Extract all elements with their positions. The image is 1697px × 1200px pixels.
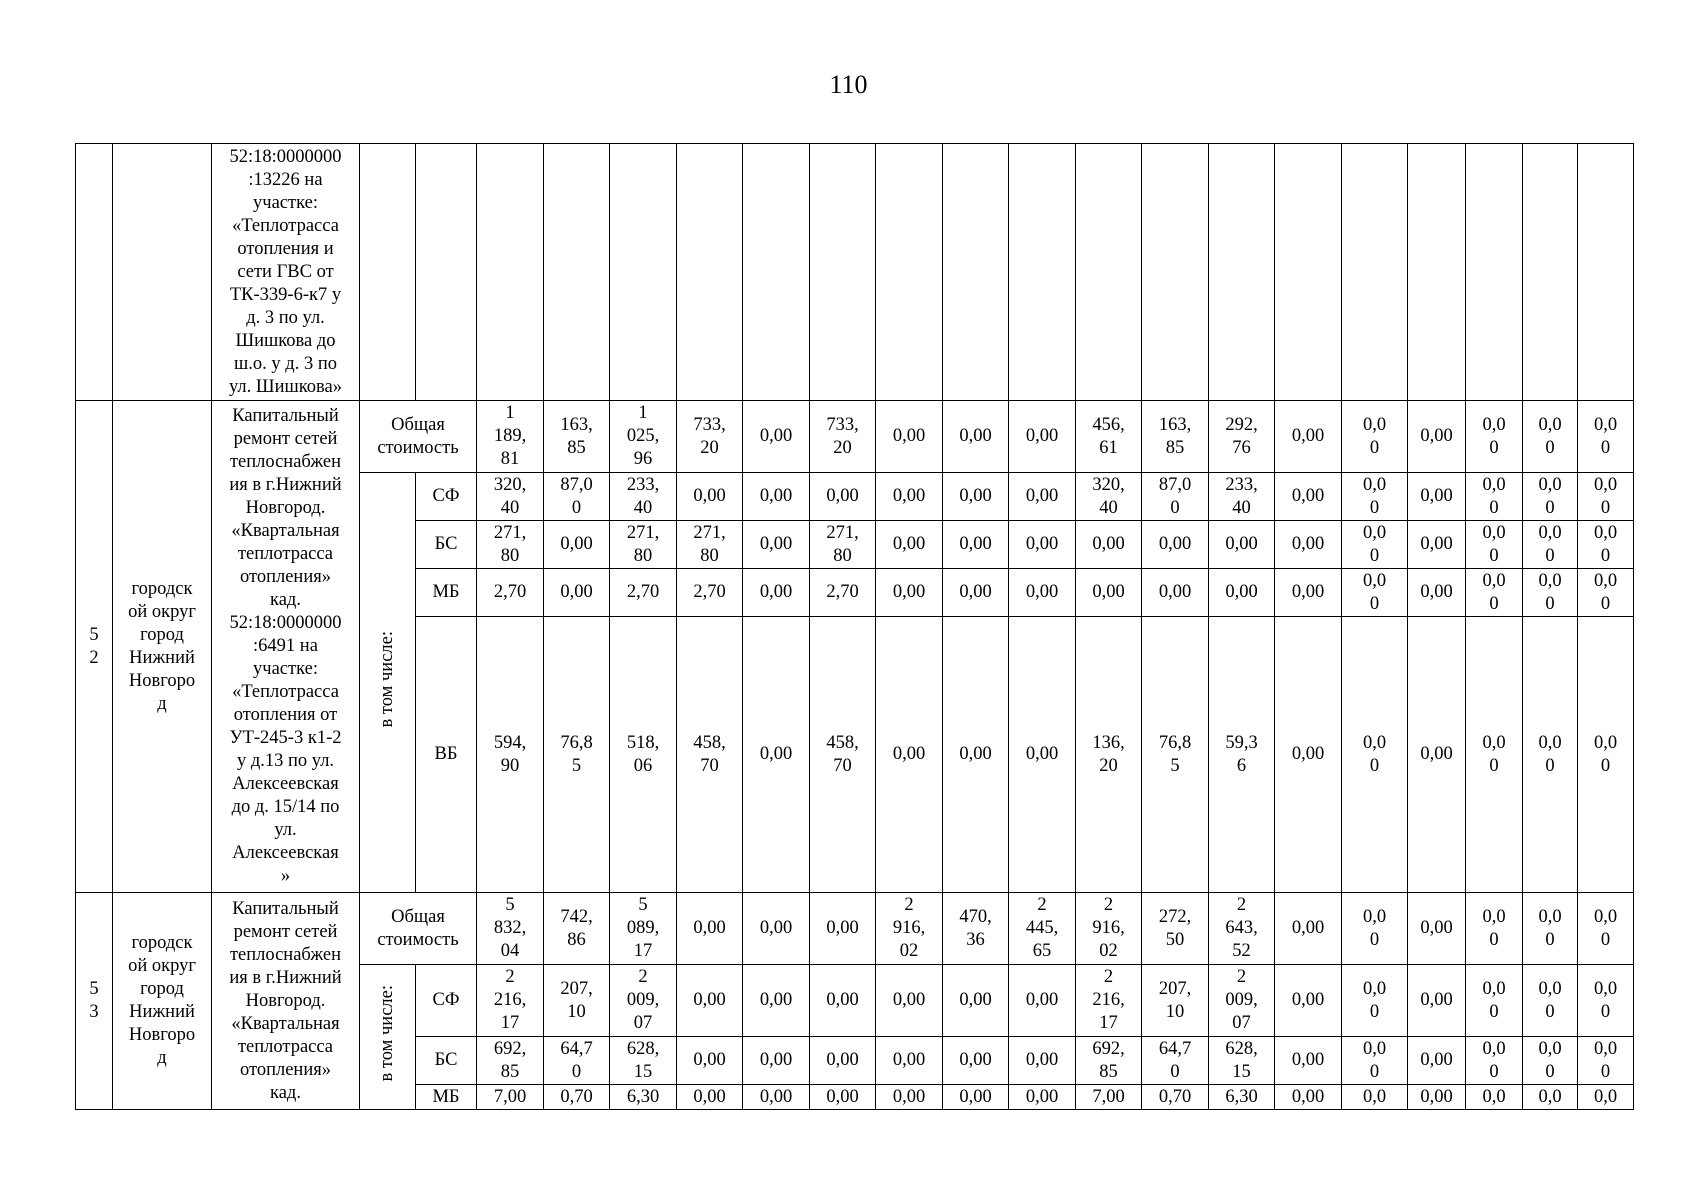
funding-source-label: СФ — [416, 965, 477, 1037]
value-cell: 271, 80 — [677, 521, 743, 569]
value-cell: 64,7 0 — [1142, 1037, 1209, 1085]
cell-empty — [1578, 144, 1634, 401]
value-cell: 2,70 — [677, 569, 743, 617]
value-cell: 0,0 0 — [1342, 617, 1408, 893]
value-cell: 0,00 — [1009, 965, 1076, 1037]
value-cell: 628, 15 — [1209, 1037, 1275, 1085]
value-cell: 0,0 0 — [1466, 521, 1523, 569]
value-cell: 0,00 — [943, 401, 1009, 473]
including-label: в том числе: — [377, 985, 397, 1082]
value-cell: 0,00 — [1076, 521, 1142, 569]
value-cell: 5 832, 04 — [477, 893, 544, 965]
value-cell: 2,70 — [810, 569, 876, 617]
value-cell: 0,0 0 — [1342, 473, 1408, 521]
value-cell: 2 916, 02 — [1076, 893, 1142, 965]
value-cell: 692, 85 — [1076, 1037, 1142, 1085]
cell-empty — [360, 144, 416, 401]
value-cell: 207, 10 — [544, 965, 610, 1037]
cell-empty — [544, 144, 610, 401]
value-cell: 0,00 — [1275, 965, 1342, 1037]
value-cell: 0,00 — [1209, 521, 1275, 569]
funding-source-label: ВБ — [416, 617, 477, 893]
value-cell: 0,00 — [876, 1037, 943, 1085]
cell-empty — [1076, 144, 1142, 401]
including-group-cell — [360, 473, 416, 893]
value-cell: 0,00 — [1209, 569, 1275, 617]
value-cell: 733, 20 — [810, 401, 876, 473]
value-cell: 0,70 — [1142, 1085, 1209, 1110]
value-cell: 0,0 0 — [1523, 617, 1578, 893]
value-cell: 0,00 — [876, 1085, 943, 1110]
value-cell: 0,00 — [743, 473, 810, 521]
value-cell: 0,00 — [1275, 617, 1342, 893]
value-cell: 0,0 0 — [1578, 893, 1634, 965]
value-cell: 320, 40 — [477, 473, 544, 521]
value-cell: 0,0 0 — [1342, 569, 1408, 617]
cell-empty — [1523, 144, 1578, 401]
value-cell: 0,00 — [677, 1037, 743, 1085]
value-cell: 628, 15 — [610, 1037, 677, 1085]
object-description: Капитальный ремонт сетей теплоснабжен ия в г.Нижний Новгород. «Квартальная теплотрасса отопления» кад. — [212, 893, 360, 1110]
value-cell: 0,0 0 — [1523, 1037, 1578, 1085]
value-cell: 6,30 — [1209, 1085, 1275, 1110]
value-cell: 0,00 — [677, 965, 743, 1037]
value-cell: 0,00 — [876, 521, 943, 569]
funding-source-label: БС — [416, 1037, 477, 1085]
value-cell: 0,00 — [943, 473, 1009, 521]
value-cell: 1 189, 81 — [477, 401, 544, 473]
continuation-row — [76, 144, 1634, 401]
value-cell: 64,7 0 — [544, 1037, 610, 1085]
value-cell: 2 216, 17 — [1076, 965, 1142, 1037]
value-cell: 207, 10 — [1142, 965, 1209, 1037]
value-cell: 0,00 — [1275, 473, 1342, 521]
value-cell: 6,30 — [610, 1085, 677, 1110]
value-cell: 0,00 — [810, 965, 876, 1037]
value-cell: 0,00 — [677, 473, 743, 521]
cell-empty — [810, 144, 876, 401]
value-cell: 2 216, 17 — [477, 965, 544, 1037]
cell-empty — [1009, 144, 1076, 401]
value-cell: 0,00 — [1009, 1085, 1076, 1110]
value-cell: 0,0 0 — [1466, 569, 1523, 617]
value-cell: 1 025, 96 — [610, 401, 677, 473]
value-cell: 0,00 — [1408, 893, 1466, 965]
funding-source-label: МБ — [416, 569, 477, 617]
value-cell: 0,00 — [1009, 473, 1076, 521]
value-cell: 272, 50 — [1142, 893, 1209, 965]
value-cell: 0,0 0 — [1466, 1037, 1523, 1085]
cell-empty — [610, 144, 677, 401]
value-cell: 0,00 — [1408, 1037, 1466, 1085]
value-cell: 0,00 — [1408, 569, 1466, 617]
value-cell: 733, 20 — [677, 401, 743, 473]
value-cell: 0,0 0 — [1523, 569, 1578, 617]
value-cell: 5 089, 17 — [610, 893, 677, 965]
value-cell: 458, 70 — [810, 617, 876, 893]
value-cell: 0,00 — [743, 1085, 810, 1110]
value-cell: 0,00 — [1275, 1085, 1342, 1110]
value-cell: 76,8 5 — [544, 617, 610, 893]
value-cell: 7,00 — [1076, 1085, 1142, 1110]
value-cell: 0,00 — [1275, 521, 1342, 569]
value-cell: 0,00 — [943, 965, 1009, 1037]
value-cell: 0,00 — [876, 473, 943, 521]
funding-source-label: СФ — [416, 473, 477, 521]
value-cell: 0,00 — [943, 1037, 1009, 1085]
value-cell: 0,00 — [876, 569, 943, 617]
value-cell: 0,00 — [1009, 569, 1076, 617]
value-cell: 2,70 — [477, 569, 544, 617]
value-cell: 692, 85 — [477, 1037, 544, 1085]
value-cell: 0,00 — [810, 1037, 876, 1085]
value-cell: 0,00 — [1142, 569, 1209, 617]
value-cell: 2,70 — [610, 569, 677, 617]
total-cost-label: Общая стоимость — [360, 893, 477, 965]
value-cell: 320, 40 — [1076, 473, 1142, 521]
value-cell: 0,00 — [677, 1085, 743, 1110]
value-cell: 0,0 0 — [1578, 401, 1634, 473]
value-cell: 292, 76 — [1209, 401, 1275, 473]
value-cell: 0,00 — [1142, 521, 1209, 569]
value-cell: 0,0 0 — [1466, 617, 1523, 893]
value-cell: 0,00 — [743, 893, 810, 965]
cell-empty — [1466, 144, 1523, 401]
value-cell: 0,00 — [1009, 1037, 1076, 1085]
value-cell: 2 916, 02 — [876, 893, 943, 965]
value-cell: 0,0 0 — [1578, 1037, 1634, 1085]
value-cell: 0,00 — [943, 1085, 1009, 1110]
value-cell: 0,0 0 — [1578, 521, 1634, 569]
value-cell: 0,0 0 — [1578, 617, 1634, 893]
table-row — [76, 401, 1634, 473]
row-number: 5 2 — [76, 401, 113, 893]
value-cell: 7,00 — [477, 1085, 544, 1110]
value-cell: 2 643, 52 — [1209, 893, 1275, 965]
value-cell: 0,0 0 — [1578, 569, 1634, 617]
value-cell: 2 009, 07 — [1209, 965, 1275, 1037]
cell-empty — [876, 144, 943, 401]
value-cell: 0,00 — [943, 521, 1009, 569]
value-cell: 0,0 — [1466, 1085, 1523, 1110]
value-cell: 0,00 — [743, 1037, 810, 1085]
value-cell: 456, 61 — [1076, 401, 1142, 473]
value-cell: 0,0 0 — [1523, 401, 1578, 473]
value-cell: 0,0 — [1342, 1085, 1408, 1110]
value-cell: 0,0 0 — [1342, 965, 1408, 1037]
cell-empty — [477, 144, 544, 401]
value-cell: 0,00 — [743, 521, 810, 569]
budget-table — [75, 143, 1634, 1110]
value-cell: 470, 36 — [943, 893, 1009, 965]
value-cell: 0,00 — [743, 569, 810, 617]
value-cell: 0,0 — [1523, 1085, 1578, 1110]
value-cell: 0,00 — [1009, 521, 1076, 569]
value-cell: 0,0 0 — [1523, 893, 1578, 965]
value-cell: 0,00 — [810, 893, 876, 965]
value-cell: 0,00 — [1275, 893, 1342, 965]
cell-empty — [113, 144, 212, 401]
value-cell: 0,0 0 — [1342, 401, 1408, 473]
cell-empty — [1342, 144, 1408, 401]
value-cell: 0,0 0 — [1523, 965, 1578, 1037]
funding-source-label: МБ — [416, 1085, 477, 1110]
value-cell: 0,00 — [876, 401, 943, 473]
value-cell: 271, 80 — [810, 521, 876, 569]
value-cell: 163, 85 — [1142, 401, 1209, 473]
value-cell: 271, 80 — [477, 521, 544, 569]
value-cell: 0,00 — [743, 965, 810, 1037]
including-label: в том числе: — [377, 630, 397, 728]
district-name: городск ой округ город Нижний Новгоро д — [113, 893, 212, 1110]
cell-empty — [1408, 144, 1466, 401]
value-cell: 136, 20 — [1076, 617, 1142, 893]
value-cell: 0,0 0 — [1342, 893, 1408, 965]
value-cell: 0,00 — [1009, 401, 1076, 473]
value-cell: 0,0 0 — [1342, 1037, 1408, 1085]
value-cell: 233, 40 — [610, 473, 677, 521]
value-cell: 271, 80 — [610, 521, 677, 569]
cell-empty — [1209, 144, 1275, 401]
cell-empty — [1142, 144, 1209, 401]
value-cell: 0,00 — [1408, 965, 1466, 1037]
value-cell: 0,00 — [1408, 401, 1466, 473]
cell-empty — [677, 144, 743, 401]
value-cell: 0,00 — [544, 569, 610, 617]
value-cell: 87,0 0 — [1142, 473, 1209, 521]
value-cell: 0,00 — [1275, 401, 1342, 473]
value-cell: 0,00 — [743, 401, 810, 473]
value-cell: 0,0 — [1578, 1085, 1634, 1110]
value-cell: 233, 40 — [1209, 473, 1275, 521]
cell-empty — [943, 144, 1009, 401]
value-cell: 0,0 0 — [1466, 473, 1523, 521]
value-cell: 0,00 — [1408, 473, 1466, 521]
object-description: Капитальный ремонт сетей теплоснабжен ия в г.Нижний Новгород. «Квартальная теплотрасса отопления» кад. 52:18:0000000 :6491 на участке: «Теплотрасса отопления от УТ-245-3 к1-2 у д.13 по ул. Алексеевская до д. 15/14 по ул. Алексеевская » — [212, 401, 360, 893]
value-cell: 0,00 — [810, 1085, 876, 1110]
value-cell: 0,0 0 — [1523, 521, 1578, 569]
cell-empty — [416, 144, 477, 401]
value-cell: 0,00 — [1009, 617, 1076, 893]
value-cell: 594, 90 — [477, 617, 544, 893]
value-cell: 0,00 — [943, 569, 1009, 617]
total-cost-label: Общая стоимость — [360, 401, 477, 473]
funding-source-label: БС — [416, 521, 477, 569]
value-cell: 59,3 6 — [1209, 617, 1275, 893]
value-cell: 87,0 0 — [544, 473, 610, 521]
district-name: городск ой округ город Нижний Новгоро д — [113, 401, 212, 893]
page-number: 110 — [829, 70, 868, 99]
value-cell: 518, 06 — [610, 617, 677, 893]
value-cell: 0,00 — [1408, 617, 1466, 893]
value-cell: 0,00 — [1275, 569, 1342, 617]
value-cell: 0,0 0 — [1578, 965, 1634, 1037]
value-cell: 0,0 0 — [1523, 473, 1578, 521]
value-cell: 458, 70 — [677, 617, 743, 893]
object-description: 52:18:0000000 :13226 на участке: «Теплотрасса отопления и сети ГВС от ТК-339-6-к7 у д. 3 по ул. Шишкова до ш.о. у д. 3 по ул. Шишкова» — [212, 144, 360, 401]
including-group-cell — [360, 965, 416, 1110]
value-cell: 76,8 5 — [1142, 617, 1209, 893]
value-cell: 0,00 — [1275, 1037, 1342, 1085]
value-cell: 0,70 — [544, 1085, 610, 1110]
value-cell: 0,00 — [743, 617, 810, 893]
table-row — [76, 893, 1634, 965]
value-cell: 0,00 — [876, 617, 943, 893]
value-cell: 163, 85 — [544, 401, 610, 473]
value-cell: 0,00 — [1408, 1085, 1466, 1110]
value-cell: 0,00 — [544, 521, 610, 569]
value-cell: 0,0 0 — [1342, 521, 1408, 569]
value-cell: 0,00 — [943, 617, 1009, 893]
value-cell: 0,0 0 — [1578, 473, 1634, 521]
value-cell: 0,00 — [677, 893, 743, 965]
value-cell: 0,0 0 — [1466, 401, 1523, 473]
cell-empty — [1275, 144, 1342, 401]
value-cell: 0,0 0 — [1466, 965, 1523, 1037]
row-number: 5 3 — [76, 893, 113, 1110]
value-cell: 0,00 — [1076, 569, 1142, 617]
value-cell: 0,00 — [876, 965, 943, 1037]
value-cell: 0,0 0 — [1466, 893, 1523, 965]
cell-empty — [76, 144, 113, 401]
value-cell: 0,00 — [1408, 521, 1466, 569]
value-cell: 2 445, 65 — [1009, 893, 1076, 965]
value-cell: 2 009, 07 — [610, 965, 677, 1037]
value-cell: 742, 86 — [544, 893, 610, 965]
cell-empty — [743, 144, 810, 401]
value-cell: 0,00 — [810, 473, 876, 521]
